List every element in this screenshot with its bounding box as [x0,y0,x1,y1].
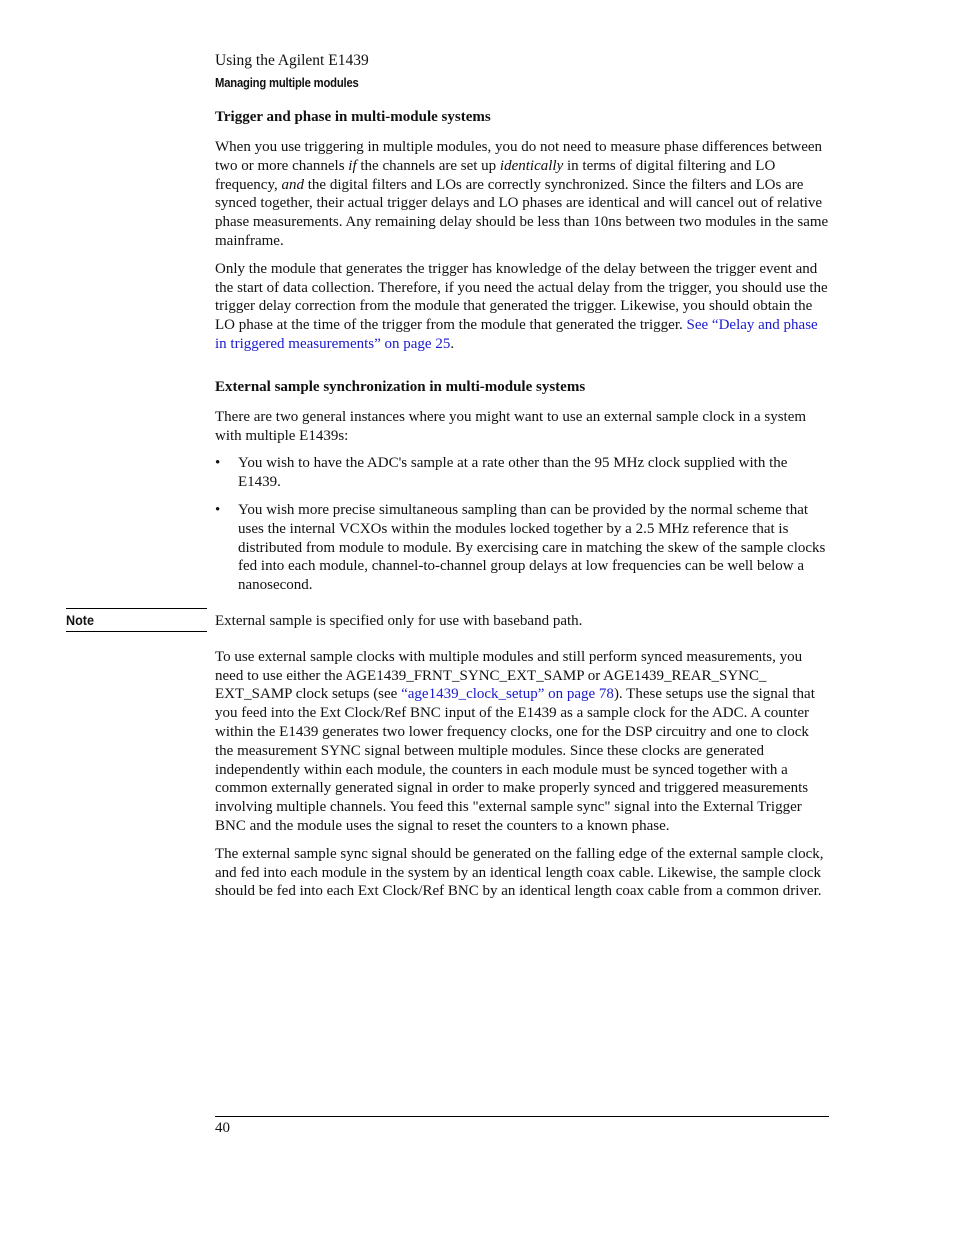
bullet-icon: • [215,455,221,472]
note-label: Note [66,612,95,628]
text-run: the channels are set up [356,157,500,174]
bullet-icon: • [215,501,221,518]
text-run: . [450,335,455,352]
emphasis-if: if [348,157,357,174]
emphasis-identically: identically [499,157,564,174]
cross-reference-link-clock-setup[interactable]: “age1439_clock_setup” on page 78 [401,686,614,703]
note-label-box [66,608,207,632]
page-content [215,108,829,901]
section-heading-trigger-phase: Trigger and phase in multi-module systems [215,109,491,125]
text-run: in terms of digital filtering and LO frequency, [215,157,776,193]
paragraph-trigger-intro [215,138,829,251]
text-run: ). These setups use the signal that you feed into the Ext Clock/Ref BNC input of the E1439 as a sample clock for the ADC. A counter within the E1439 generates two lower frequency clocks, one for the DSP circuitry and one to clock the measurement SYNC signal between multiple modules. Since these clocks are generated independently within each module, the counters in each module must be synced together with a common externally generated signal in order to make properly synced and triggered measurements involving multiple channels. You feed this "external sample sync" signal into the External Trigger BNC and the module uses the signal to reset the counters to a known phase. [215,686,815,834]
list-item-text: You wish more precise simultaneous sampling than can be provided by the normal scheme that uses the internal VCXOs within the modules locked together by a 2.5 MHz reference that is distributed from module to module. By exercising care in matching the skew of the sample clocks fed into each module, channel-to-channel group delays at low frequencies can be well below a nanosecond. [238,501,826,594]
running-header-section: Managing multiple modules [215,76,359,90]
note-text: External sample is specified only for use with baseband path. [215,612,583,629]
emphasis-and: and [281,176,304,193]
text-run: Only the module that generates the trigger has knowledge of the delay between the trigger event and the start of data collection. Therefore, if you need the actual delay from the trigger, you should use the trigger delay correction from the module that generated the trigger. Likewise, you should obtain the LO phase at the time of the trigger from the module that generated the trigger. [215,260,828,334]
footer-divider [215,1116,829,1117]
paragraph-external-clocks [215,648,829,836]
text-run: the digital filters and LOs are correctly synchronized. Since the filters and LOs are synced together, their actual trigger delays and LO phases are identical and will cancel out of relative phase measurements. Any remaining delay should be less than 10ns between two modules in the same mainframe. [215,176,829,249]
paragraph-sync-signal: The external sample sync signal should be generated on the falling edge of the external sample clock, and fed into each module in the system by an identical length coax cable. Likewise, the sample clock should be fed into each Ext Clock/Ref BNC by an identical length coax cable from a common driver. [215,845,824,900]
text-run: To use external sample clocks with multiple modules and still perform synced measurements, you need to use either the AGE1439_FRNT_SYNC_EXT_SAMP or AGE1439_REAR_SYNC_ EXT_SAMP clock setups (see [215,648,803,703]
page-number: 40 [215,1120,230,1136]
paragraph-external-intro: There are two general instances where you might want to use an external sample clock in a system with multiple E1439s: [215,408,807,444]
list-item-text: You wish to have the ADC's sample at a rate other than the 95 MHz clock supplied with the E1439. [238,455,788,491]
section-heading-external-sample: External sample synchronization in multi-module systems [215,378,586,395]
text-run: When you use triggering in multiple modules, you do not need to measure phase differences between two or more channels [215,139,823,174]
cross-reference-link-delay-phase[interactable]: See “Delay and phase in triggered measurements” on page 25 [215,317,818,352]
list-item [215,501,829,595]
running-header-title: Using the Agilent E1439 [215,52,369,69]
list-item [215,454,829,492]
bullet-list [215,454,829,595]
paragraph-trigger-delay [215,260,829,354]
